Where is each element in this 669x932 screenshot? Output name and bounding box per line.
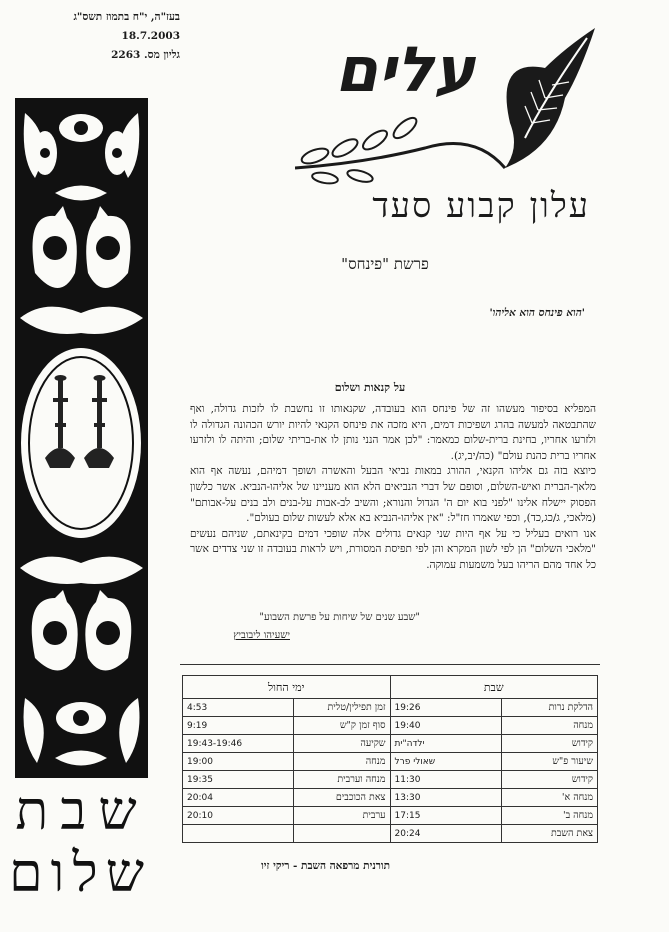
prayer-schedule-table <box>182 675 598 843</box>
weekday-item: מנחה וערבית <box>294 771 390 789</box>
article-paragraph: המפליא בסיפור מעשהו זה של פינחס הוא בעובדה, שקנאותו זו נחשבת לו לזכות גדולה, ואף שהתבטאה למעשה בהרג ושפיכות דמים, היא מזכה את פינחס הקנאי להיות יורש הכהונה הגדולה לו ולזרעו אחריו, בחינת ברית-שלום כמאמר: "לכן אמר הנני נותן לו את-בריתי שלום; והיתה לו ולזרעו אחריו ברית כהנת עולם" (כה/יב,יג). <box>190 403 596 462</box>
shabbat-shalom-title <box>8 779 152 904</box>
article-paragraph: כיוצא בזה גם אליהו הקנאי, ההורג במאות נביאי הבעל והאשרה ושופך דמיהם, נעשה אף הוא מלאך-הברית ואיש-השלום, וסופם של דברי הנביאים הלא הוא מעניינו של אליהו-הנביא. אשר כלשון הפסוק יישלח אלינו "לפני בוא יום ה' הגדול והנורא; והשיב לב-אבות על-בנים ולב בנים על-אבותם" (מלאכי, ג/כג,כד), וכפי שאמרו חז"ל: "אין אליהו-הנביא בא אלא לעשות שלום בעולם". <box>190 465 596 525</box>
issue-info <box>70 8 180 65</box>
divider <box>180 664 600 665</box>
shabbat-time: ילדה"ית <box>390 735 501 753</box>
table-row <box>183 825 598 843</box>
quote: 'הוא פינחס הוא אליהו' <box>489 307 585 319</box>
shabbat-time: 19:40 <box>390 717 501 735</box>
shabbat-item: קידוש <box>501 735 597 753</box>
shabbat-item: שיעור פ"ש <box>501 753 597 771</box>
shabbat-time: 13:30 <box>390 789 501 807</box>
parasha-name: פרשת "פינחס" <box>341 255 429 273</box>
logo-subtitle: עלון קבוע סעד <box>372 186 590 226</box>
shabbat-time: 17:15 <box>390 807 501 825</box>
article-source: "שבע שנים של שיחות על פרשת השבוע" <box>259 612 420 623</box>
weekday-time: 20:04 <box>183 789 294 807</box>
weekday-time: 4:53 <box>183 699 294 717</box>
table-row <box>183 735 598 753</box>
ornament-pattern-icon <box>15 98 148 778</box>
shabbat-item: קידוש <box>501 771 597 789</box>
table-header-row <box>183 676 598 699</box>
shabbat-time: 20:24 <box>390 825 501 843</box>
table-row <box>183 807 598 825</box>
issue-number: גליון מס. 2263 <box>111 49 180 61</box>
weekday-item <box>294 825 390 843</box>
weekday-item: סוף זמן ק"ש <box>294 717 390 735</box>
weekday-time: 9:19 <box>183 717 294 735</box>
article-paragraph: אנו רואים בעליל כי על אף היות שני קנאים גדולים אלה שופכי דמים בקינאתם, שניהם נעשים "מלאכי השלום" הן לפי לשון המקרא והן לפי תפיסת המסורת, ויש לראות בעובדה זו שני צדדים אשר כל אחד מהם הריהו בעל משמעות עמוקה. <box>190 527 596 571</box>
weekday-item: שקיעה <box>294 735 390 753</box>
article-title: על קנאות ושלום <box>334 381 406 394</box>
shabbat-item: מנחה א' <box>501 789 597 807</box>
table-row <box>183 699 598 717</box>
article-body <box>190 402 596 574</box>
shabbat-item: צאת השבת <box>501 825 597 843</box>
weekday-item: צאת הכוכבים <box>294 789 390 807</box>
shabbat-item: מנחה ב' <box>501 807 597 825</box>
duty-nurse-note: תורנית מרפאה השבת - ריקי זיו <box>261 860 390 872</box>
weekday-time: 19:43-19:46 <box>183 735 294 753</box>
logo <box>295 28 525 163</box>
shabbat-time: 11:30 <box>390 771 501 789</box>
logo-title: עלים <box>334 33 476 106</box>
decorative-strip <box>15 98 148 778</box>
shabbat-time: 19:26 <box>390 699 501 717</box>
weekday-time: 20:10 <box>183 807 294 825</box>
shalom-word: שלום <box>8 841 152 904</box>
weekday-item: ערבית <box>294 807 390 825</box>
shabbat-item: הדלקת נרות <box>501 699 597 717</box>
article-author: ישעיהו ליבוביץ <box>233 630 290 641</box>
table-row <box>183 717 598 735</box>
weekday-time: 19:00 <box>183 753 294 771</box>
table-row <box>183 753 598 771</box>
shabbat-time: שאולי פרל <box>390 753 501 771</box>
shabbat-item: מנחה <box>501 717 597 735</box>
weekday-header: ימי החול <box>183 676 391 699</box>
shabbat-header: שבת <box>390 676 597 699</box>
weekday-time: 19:35 <box>183 771 294 789</box>
hebrew-date: בעז"ה, י"ח בתמוז תשס"ג <box>73 11 180 23</box>
gregorian-date: 18.7.2003 <box>121 30 180 42</box>
table-row <box>183 771 598 789</box>
weekday-item: זמן תפילין/טלית <box>294 699 390 717</box>
weekday-time <box>183 825 294 843</box>
shabbat-word: שבת <box>15 779 149 842</box>
table-row <box>183 789 598 807</box>
weekday-item: מנחה <box>294 753 390 771</box>
